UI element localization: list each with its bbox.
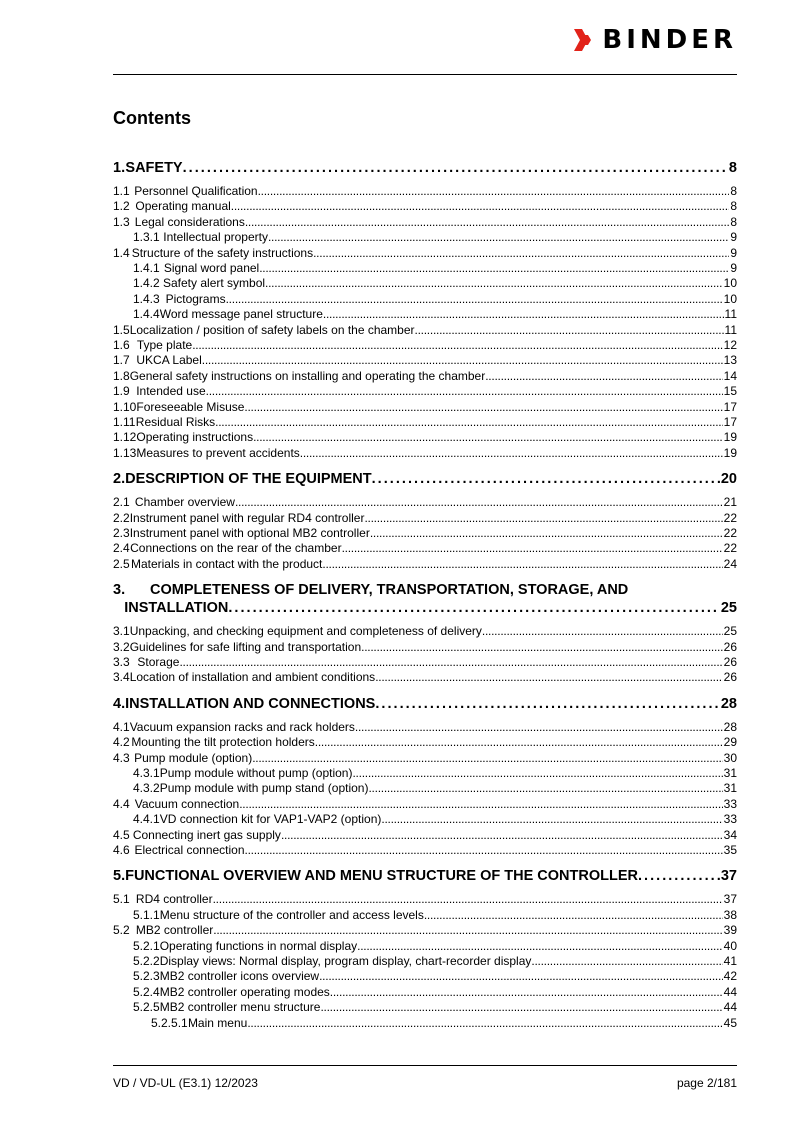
toc-number: 3.3 xyxy=(113,655,130,669)
toc-leader-dots xyxy=(638,868,720,885)
toc-entry[interactable] xyxy=(113,292,737,306)
toc-page-number: 19 xyxy=(723,430,737,445)
toc-entry[interactable] xyxy=(113,751,737,765)
toc-chapter-heading-continued[interactable] xyxy=(113,600,737,617)
toc-page-number: 44 xyxy=(723,984,737,999)
toc-entry[interactable] xyxy=(113,199,737,213)
toc-chapter-heading[interactable] xyxy=(113,582,737,599)
toc-leader-dots xyxy=(323,307,724,321)
toc-entry[interactable] xyxy=(113,384,737,398)
toc-leader-dots xyxy=(381,812,722,826)
toc-entry[interactable] xyxy=(113,624,737,638)
toc-entry[interactable] xyxy=(113,735,737,749)
toc-leader-dots xyxy=(320,1000,722,1014)
toc-page-number: 22 xyxy=(723,541,737,556)
toc-leader-dots xyxy=(375,670,722,684)
toc-page-number: 44 xyxy=(723,1000,737,1015)
toc-leader-dots xyxy=(372,471,720,488)
toc-page-number: 25 xyxy=(720,600,737,617)
toc-page-number: 10 xyxy=(723,276,737,291)
toc-leader-dots xyxy=(228,600,720,617)
toc-leader-dots xyxy=(368,781,722,795)
toc-number: 2.2 xyxy=(113,510,130,525)
toc-page-number: 31 xyxy=(723,766,737,780)
toc-number: 4.2 xyxy=(113,735,130,750)
toc-page-number: 20 xyxy=(720,471,737,488)
toc-entry[interactable] xyxy=(113,446,737,460)
toc-number: 1.4.4 xyxy=(133,307,160,322)
toc-number: 3. xyxy=(113,582,126,599)
toc-entry[interactable] xyxy=(113,353,737,367)
toc-title: RD4 controller xyxy=(135,892,213,907)
toc-title: Personnel Qualification xyxy=(134,184,258,198)
toc-entry[interactable] xyxy=(113,828,737,842)
toc-entry[interactable] xyxy=(113,923,737,937)
toc-page-number: 28 xyxy=(720,695,737,712)
toc-number: 5. xyxy=(113,868,126,885)
toc-number: 5.2.5 xyxy=(133,1000,160,1015)
toc-page-number: 26 xyxy=(723,670,737,685)
toc-page-number: 34 xyxy=(723,827,737,842)
toc-page-number: 37 xyxy=(723,892,737,907)
toc-entry[interactable] xyxy=(113,939,737,953)
toc-title: Residual Risks xyxy=(135,415,216,429)
toc-page-number: 9 xyxy=(730,261,737,275)
toc-leader-dots xyxy=(258,184,730,198)
toc-number: 5.1 xyxy=(113,892,130,907)
toc-leader-dots xyxy=(482,624,723,638)
toc-chapter-heading[interactable] xyxy=(113,160,737,177)
table-of-contents xyxy=(113,0,737,1122)
toc-title: Pump module without pump (option) xyxy=(159,766,353,780)
toc-title: Instrument panel with optional MB2 controller xyxy=(129,526,370,540)
toc-leader-dots xyxy=(370,526,723,540)
toc-entry[interactable] xyxy=(113,276,737,290)
toc-number: 4.3 xyxy=(113,750,130,765)
toc-title: Operating functions in normal display xyxy=(159,938,358,953)
toc-page-number: 39 xyxy=(723,923,737,938)
toc-page-number: 9 xyxy=(730,245,737,260)
toc-title: MB2 controller menu structure xyxy=(159,1000,321,1015)
toc-number: 4.1 xyxy=(113,719,130,734)
toc-number: 1.8 xyxy=(113,368,130,383)
toc-title: Pump module (option) xyxy=(134,750,253,765)
toc-title: Main menu xyxy=(187,1015,248,1030)
toc-entry[interactable] xyxy=(113,400,737,414)
toc-number: 1.3.1 xyxy=(133,230,160,245)
toc-leader-dots xyxy=(253,430,723,444)
toc-title: Storage xyxy=(137,655,180,669)
toc-page-number: 8 xyxy=(728,160,737,176)
toc-title: MB2 controller operating modes xyxy=(159,984,330,999)
toc-page-number: 17 xyxy=(723,399,737,414)
toc-leader-dots xyxy=(330,985,723,999)
toc-page-number: 29 xyxy=(723,735,737,750)
toc-leader-dots xyxy=(244,400,722,414)
toc-entry[interactable] xyxy=(113,215,737,229)
toc-number: 1.11 xyxy=(113,415,136,429)
toc-page-number: 42 xyxy=(723,969,737,984)
toc-page-number: 15 xyxy=(723,384,737,399)
toc-entry[interactable] xyxy=(113,541,737,555)
toc-number: 5.2.4 xyxy=(133,984,160,999)
toc-title: Connecting inert gas supply xyxy=(132,827,281,842)
toc-title: Instrument panel with regular RD4 controller xyxy=(129,510,365,525)
toc-leader-dots xyxy=(213,892,723,906)
toc-title: COMPLETENESS OF DELIVERY, TRANSPORTATION, STORAGE, AND xyxy=(150,582,629,599)
toc-entry[interactable] xyxy=(113,415,737,429)
toc-title: Type plate xyxy=(136,338,193,352)
toc-leader-dots xyxy=(235,495,723,509)
toc-leader-dots xyxy=(215,415,722,429)
toc-leader-dots xyxy=(424,908,723,922)
toc-title: Materials in contact with the product xyxy=(130,556,323,571)
toc-chapter-heading[interactable] xyxy=(113,471,737,488)
toc-entry[interactable] xyxy=(113,511,737,525)
toc-entry[interactable] xyxy=(113,230,737,244)
toc-number: 5.2 xyxy=(113,923,130,938)
toc-title: FUNCTIONAL OVERVIEW AND MENU STRUCTURE OF THE CONTROLLER xyxy=(125,868,638,885)
toc-entry[interactable] xyxy=(113,655,737,669)
toc-leader-dots xyxy=(357,939,723,953)
toc-number: 3.2 xyxy=(113,639,130,654)
toc-title: General safety instructions on installing and operating the chamber xyxy=(129,368,486,383)
toc-title: SAFETY xyxy=(125,160,183,176)
toc-leader-dots xyxy=(342,541,723,555)
toc-leader-dots xyxy=(364,511,722,525)
toc-leader-dots xyxy=(245,215,729,229)
toc-entry[interactable] xyxy=(113,843,737,857)
toc-page-number: 35 xyxy=(723,843,737,857)
toc-title: Location of installation and ambient conditions xyxy=(129,670,376,685)
toc-entry[interactable] xyxy=(113,526,737,540)
toc-leader-dots xyxy=(226,292,723,306)
toc-title: DESCRIPTION OF THE EQUIPMENT xyxy=(125,471,372,488)
toc-leader-dots xyxy=(245,843,723,857)
toc-leader-dots xyxy=(313,246,729,260)
toc-entry[interactable] xyxy=(113,323,737,337)
toc-title: Chamber overview xyxy=(134,495,235,510)
toc-page-number: 25 xyxy=(723,624,737,639)
toc-leader-dots xyxy=(213,923,722,937)
toc-page-number: 22 xyxy=(723,526,737,540)
toc-page-number: 26 xyxy=(723,639,737,654)
footer-rule xyxy=(113,1065,737,1066)
toc-entry[interactable] xyxy=(113,892,737,906)
toc-page-number: 28 xyxy=(723,719,737,734)
toc-title: Operating manual xyxy=(135,199,231,214)
toc-title: UKCA Label xyxy=(136,353,202,368)
toc-entry[interactable] xyxy=(113,1000,737,1014)
toc-entry[interactable] xyxy=(113,430,737,444)
toc-leader-dots xyxy=(322,557,722,571)
toc-entry[interactable] xyxy=(113,969,737,983)
toc-number: 1.4 xyxy=(113,245,130,260)
toc-page-number: 45 xyxy=(723,1015,737,1030)
toc-entry[interactable] xyxy=(113,908,737,922)
toc-number: 1. xyxy=(113,160,126,176)
toc-number: 1.6 xyxy=(113,338,130,352)
toc-number: 2.5 xyxy=(113,556,130,571)
toc-page-number: 14 xyxy=(723,368,737,383)
toc-title: INSTALLATION AND CONNECTIONS xyxy=(125,695,376,712)
toc-leader-dots xyxy=(265,276,723,290)
toc-page-number: 26 xyxy=(723,655,737,669)
toc-number: 4.4.1 xyxy=(133,812,160,827)
toc-number: 1.1 xyxy=(113,184,130,198)
toc-leader-dots xyxy=(300,446,723,460)
brand-name: BINDER xyxy=(602,25,737,55)
toc-entry[interactable] xyxy=(113,720,737,734)
toc-number: 4. xyxy=(113,695,126,712)
toc-entry[interactable] xyxy=(113,781,737,795)
toc-leader-dots xyxy=(179,655,722,669)
toc-entry[interactable] xyxy=(113,797,737,811)
toc-leader-dots xyxy=(485,369,722,383)
toc-number: 1.7 xyxy=(113,353,130,368)
toc-number: 2. xyxy=(113,471,126,488)
toc-title: Measures to prevent accidents xyxy=(136,445,300,460)
toc-title: Localization / position of safety labels on the chamber xyxy=(129,322,415,337)
toc-page-number: 41 xyxy=(723,954,737,968)
toc-entry[interactable] xyxy=(113,766,737,780)
toc-title: Intellectual property xyxy=(163,230,268,245)
toc-number: 2.1 xyxy=(113,495,130,510)
toc-page-number: 10 xyxy=(723,291,737,306)
toc-leader-dots xyxy=(361,640,722,654)
toc-number: 1.2 xyxy=(113,199,130,214)
toc-number: 2.4 xyxy=(113,541,130,556)
page-title: Contents xyxy=(113,108,191,128)
toc-entry[interactable] xyxy=(113,1016,737,1030)
toc-entry[interactable] xyxy=(113,557,737,571)
toc-page-number: 19 xyxy=(723,445,737,460)
toc-leader-dots xyxy=(315,735,723,749)
toc-leader-dots xyxy=(202,353,723,367)
toc-number: 1.4.2 xyxy=(133,276,160,291)
toc-number: 1.4.3 xyxy=(133,291,160,306)
toc-leader-dots xyxy=(247,1016,722,1030)
toc-page-number: 8 xyxy=(730,184,737,198)
toc-title: Intended use xyxy=(136,384,206,399)
toc-entry[interactable] xyxy=(113,495,737,509)
toc-number: 1.9 xyxy=(113,384,130,399)
toc-page-number: 31 xyxy=(723,781,737,796)
toc-title: Display views: Normal display, program display, chart-recorder display xyxy=(159,954,532,968)
toc-leader-dots xyxy=(259,261,729,275)
toc-leader-dots xyxy=(531,954,722,968)
footer-page-number: page 2/181 xyxy=(676,1076,737,1090)
toc-page-number: 8 xyxy=(730,199,737,214)
toc-leader-dots xyxy=(352,766,722,780)
toc-entry[interactable] xyxy=(113,369,737,383)
toc-title: Mounting the tilt protection holders xyxy=(131,735,315,750)
toc-leader-dots xyxy=(239,797,722,811)
toc-page-number: 40 xyxy=(723,938,737,953)
toc-number: 1.13 xyxy=(113,445,137,460)
toc-page-number: 22 xyxy=(723,510,737,525)
toc-title: Vacuum expansion racks and rack holders xyxy=(129,719,355,734)
toc-title: Electrical connection xyxy=(134,843,245,857)
toc-number: 5.2.1 xyxy=(133,938,160,953)
toc-number: 4.4 xyxy=(113,796,130,811)
toc-entry[interactable] xyxy=(113,640,737,654)
toc-leader-dots xyxy=(192,338,722,352)
toc-page-number: 24 xyxy=(723,556,737,571)
toc-title: MB2 controller icons overview xyxy=(159,969,320,984)
toc-number: 1.4.1 xyxy=(133,261,160,275)
toc-title: Connections on the rear of the chamber xyxy=(130,541,342,556)
toc-leader-dots xyxy=(375,696,720,713)
toc-title: Structure of the safety instructions xyxy=(131,245,314,260)
toc-number: 1.10 xyxy=(113,399,137,414)
toc-leader-dots xyxy=(319,969,723,983)
toc-page-number: 11 xyxy=(724,322,737,337)
toc-number: 4.3.1 xyxy=(133,766,160,780)
toc-leader-dots xyxy=(231,199,730,213)
toc-title: Operating instructions xyxy=(136,430,254,445)
toc-number: 1.5 xyxy=(113,322,130,337)
toc-entry[interactable] xyxy=(113,338,737,352)
toc-page-number: 21 xyxy=(723,495,737,510)
toc-title: Pictograms xyxy=(165,291,226,306)
toc-number: 1.12 xyxy=(113,430,137,445)
toc-entry[interactable] xyxy=(113,307,737,321)
toc-title: Menu structure of the controller and access levels xyxy=(159,907,424,922)
toc-page-number: 11 xyxy=(724,307,737,322)
toc-leader-dots xyxy=(355,720,723,734)
toc-page-number: 38 xyxy=(723,907,737,922)
toc-title: Word message panel structure xyxy=(159,307,323,322)
toc-leader-dots xyxy=(183,160,728,177)
toc-title: Foreseeable Misuse xyxy=(136,399,245,414)
toc-page-number: 13 xyxy=(723,353,737,368)
toc-number: 3.4 xyxy=(113,670,130,685)
toc-title: Vacuum connection xyxy=(134,796,240,811)
toc-entry[interactable] xyxy=(113,985,737,999)
toc-title: INSTALLATION xyxy=(124,600,229,617)
toc-page-number: 33 xyxy=(723,796,737,811)
toc-number: 5.2.3 xyxy=(133,969,160,984)
toc-page-number: 37 xyxy=(720,868,737,885)
toc-number: 5.2.5.1 xyxy=(151,1015,188,1030)
toc-chapter-heading[interactable] xyxy=(113,868,737,885)
footer-document-id: VD / VD-UL (E3.1) 12/2023 xyxy=(113,1076,258,1090)
toc-page-number: 33 xyxy=(723,812,737,827)
toc-number: 4.3.2 xyxy=(133,781,160,796)
toc-title: Legal considerations xyxy=(134,214,245,229)
toc-entry[interactable] xyxy=(113,670,737,684)
toc-leader-dots xyxy=(268,230,729,244)
toc-page-number: 17 xyxy=(723,415,737,429)
toc-title: VD connection kit for VAP1-VAP2 (option) xyxy=(159,812,382,827)
toc-chapter-heading[interactable] xyxy=(113,696,737,713)
toc-entry[interactable] xyxy=(113,812,737,826)
toc-title: Guidelines for safe lifting and transportation xyxy=(129,639,362,654)
toc-leader-dots xyxy=(415,323,724,337)
toc-number: 5.2.2 xyxy=(133,954,160,968)
toc-title: Unpacking, and checking equipment and completeness of delivery xyxy=(129,624,482,639)
toc-entry[interactable] xyxy=(113,261,737,275)
toc-number: 5.1.1 xyxy=(133,907,160,922)
toc-page-number: 30 xyxy=(723,750,737,765)
toc-title: Signal word panel xyxy=(163,261,260,275)
toc-leader-dots xyxy=(252,751,722,765)
toc-page-number: 8 xyxy=(730,214,737,229)
toc-title: Safety alert symbol xyxy=(163,276,266,291)
toc-entry[interactable] xyxy=(113,184,737,198)
toc-leader-dots xyxy=(281,828,723,842)
toc-number: 4.6 xyxy=(113,843,130,857)
toc-number: 1.3 xyxy=(113,214,130,229)
toc-page-number: 12 xyxy=(723,338,737,352)
toc-title: MB2 controller xyxy=(135,923,214,938)
toc-entry[interactable] xyxy=(113,954,737,968)
toc-page-number: 9 xyxy=(730,230,737,245)
toc-number: 3.1 xyxy=(113,624,130,639)
toc-leader-dots xyxy=(206,384,723,398)
toc-number: 4.5 xyxy=(113,827,130,842)
toc-entry[interactable] xyxy=(113,246,737,260)
toc-number: 2.3 xyxy=(113,526,130,540)
toc-title: Pump module with pump stand (option) xyxy=(159,781,369,796)
